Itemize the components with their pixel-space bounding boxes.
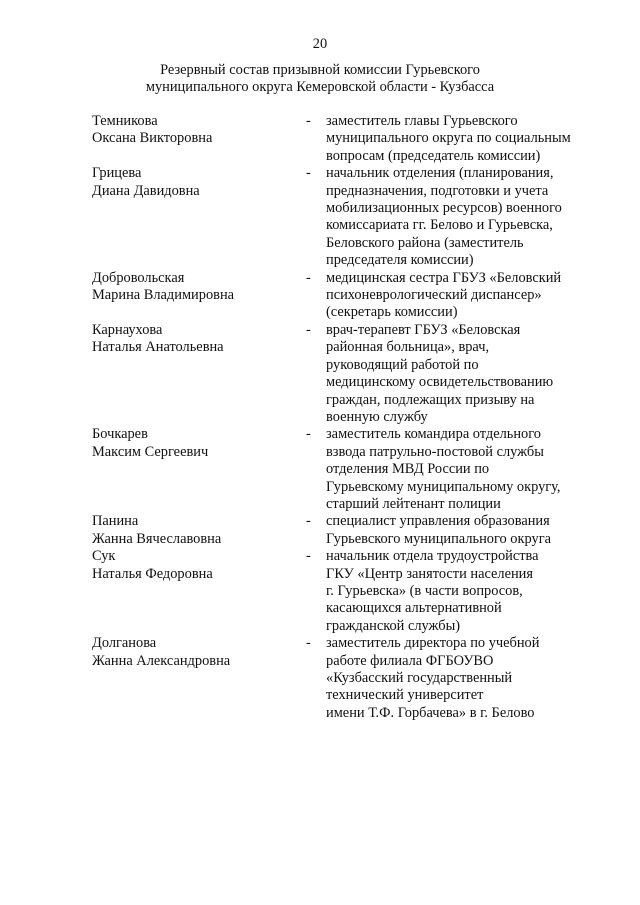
dash-separator: - [306, 269, 311, 286]
member-entry [92, 270, 592, 322]
title-line-1: Резервный состав призывной комиссии Гурьевского [160, 62, 480, 78]
title-line-2: муниципального округа Кемеровской области - Кузбасса [145, 79, 495, 96]
role-line: Гурьевскому муниципальному округу, [326, 478, 561, 495]
role-line: Беловского района (заместитель [326, 234, 524, 251]
role-line: гражданской службы) [326, 617, 461, 634]
role-line: руководящий работой по [326, 356, 479, 373]
role-line: заместитель командира отдельного [326, 426, 541, 443]
member-role [326, 165, 592, 269]
role-line: специалист управления образования [326, 513, 550, 530]
member-given-names: Максим Сергеевич [92, 443, 209, 460]
role-line: взвода патрульно-постовой службы [326, 443, 544, 460]
member-entry [92, 322, 592, 426]
role-line: касающихся альтернативной [326, 600, 502, 617]
role-line: комиссариата гг. Белово и Гурьевска, [326, 217, 553, 234]
role-line: медицинскому освидетельствованию [326, 374, 554, 391]
member-given-names: Жанна Вячеславовна [92, 530, 222, 547]
member-role [326, 322, 592, 426]
member-entry [92, 513, 592, 548]
role-line: предназначения, подготовки и учета [326, 182, 549, 199]
role-line: граждан, подлежащих призыву на [326, 391, 535, 408]
member-name [92, 322, 306, 357]
dash-separator: - [306, 165, 311, 182]
role-line: работе филиала ФГБОУВО [326, 652, 494, 669]
member-surname: Сук [92, 548, 116, 565]
member-name [92, 426, 306, 461]
role-line: начальник отдела трудоустройства [326, 548, 539, 565]
member-entry [92, 165, 592, 269]
role-line: «Кузбасский государственный [326, 670, 513, 686]
member-given-names: Марина Владимировна [92, 287, 235, 304]
role-line: заместитель главы Гурьевского [326, 113, 518, 129]
members-list [92, 113, 592, 722]
role-line: муниципального округа по социальным [326, 130, 571, 147]
member-surname: Темникова [92, 113, 158, 129]
member-surname: Бочкарев [92, 426, 148, 443]
role-line: (секретарь комиссии) [326, 304, 458, 321]
member-name [92, 635, 306, 670]
role-line: военную службу [326, 408, 428, 425]
document-title [110, 62, 530, 97]
member-entry [92, 548, 592, 635]
member-surname: Карнаухова [92, 321, 163, 338]
member-name [92, 165, 306, 200]
role-line: психоневрологический диспансер» [326, 287, 542, 304]
member-role [326, 426, 592, 513]
role-line: вопросам (председатель комиссии) [326, 147, 541, 164]
member-name [92, 548, 306, 583]
role-line: начальник отделения (планирования, [326, 165, 554, 182]
member-entry [92, 113, 592, 165]
member-given-names: Диана Давидовна [92, 182, 200, 199]
member-surname: Добровольская [92, 269, 185, 286]
role-line: старший лейтенант полиции [326, 495, 501, 512]
dash-separator: - [306, 548, 311, 565]
dash-separator: - [306, 113, 311, 129]
role-line: председателя комиссии) [326, 252, 474, 269]
member-role [326, 635, 592, 722]
dash-separator: - [306, 426, 311, 443]
member-given-names: Наталья Федоровна [92, 565, 213, 582]
member-entry [92, 426, 592, 513]
role-line: технический университет [326, 687, 484, 704]
member-role [326, 548, 592, 635]
member-name [92, 270, 306, 305]
role-line: районная больница», врач, [326, 339, 490, 356]
dash-separator: - [306, 635, 311, 652]
member-given-names: Оксана Викторовна [92, 130, 213, 147]
role-line: мобилизационных ресурсов) военного [326, 200, 562, 217]
member-name [92, 113, 306, 148]
member-role [326, 513, 592, 548]
member-given-names: Жанна Александровна [92, 652, 231, 669]
role-line: медицинская сестра ГБУЗ «Беловский [326, 269, 562, 286]
member-surname: Долганова [92, 635, 157, 652]
member-given-names: Наталья Анатольевна [92, 339, 224, 356]
member-name [92, 513, 306, 548]
role-line: ГКУ «Центр занятости населения [326, 565, 533, 582]
page-number: 20 [312, 36, 328, 52]
member-role [326, 113, 592, 165]
dash-separator: - [306, 513, 311, 530]
role-line: отделения МВД России по [326, 461, 490, 478]
dash-separator: - [306, 321, 311, 338]
role-line: врач-терапевт ГБУЗ «Беловская [326, 321, 521, 338]
role-line: г. Гурьевска» (в части вопросов, [326, 582, 523, 599]
member-surname: Грицева [92, 165, 142, 182]
role-line: заместитель директора по учебной [326, 635, 540, 652]
member-entry [92, 635, 592, 722]
member-surname: Панина [92, 513, 139, 530]
role-line: имени Т.Ф. Горбачева» в г. Белово [326, 704, 535, 721]
role-line: Гурьевского муниципального округа [326, 530, 551, 547]
member-role [326, 270, 592, 322]
